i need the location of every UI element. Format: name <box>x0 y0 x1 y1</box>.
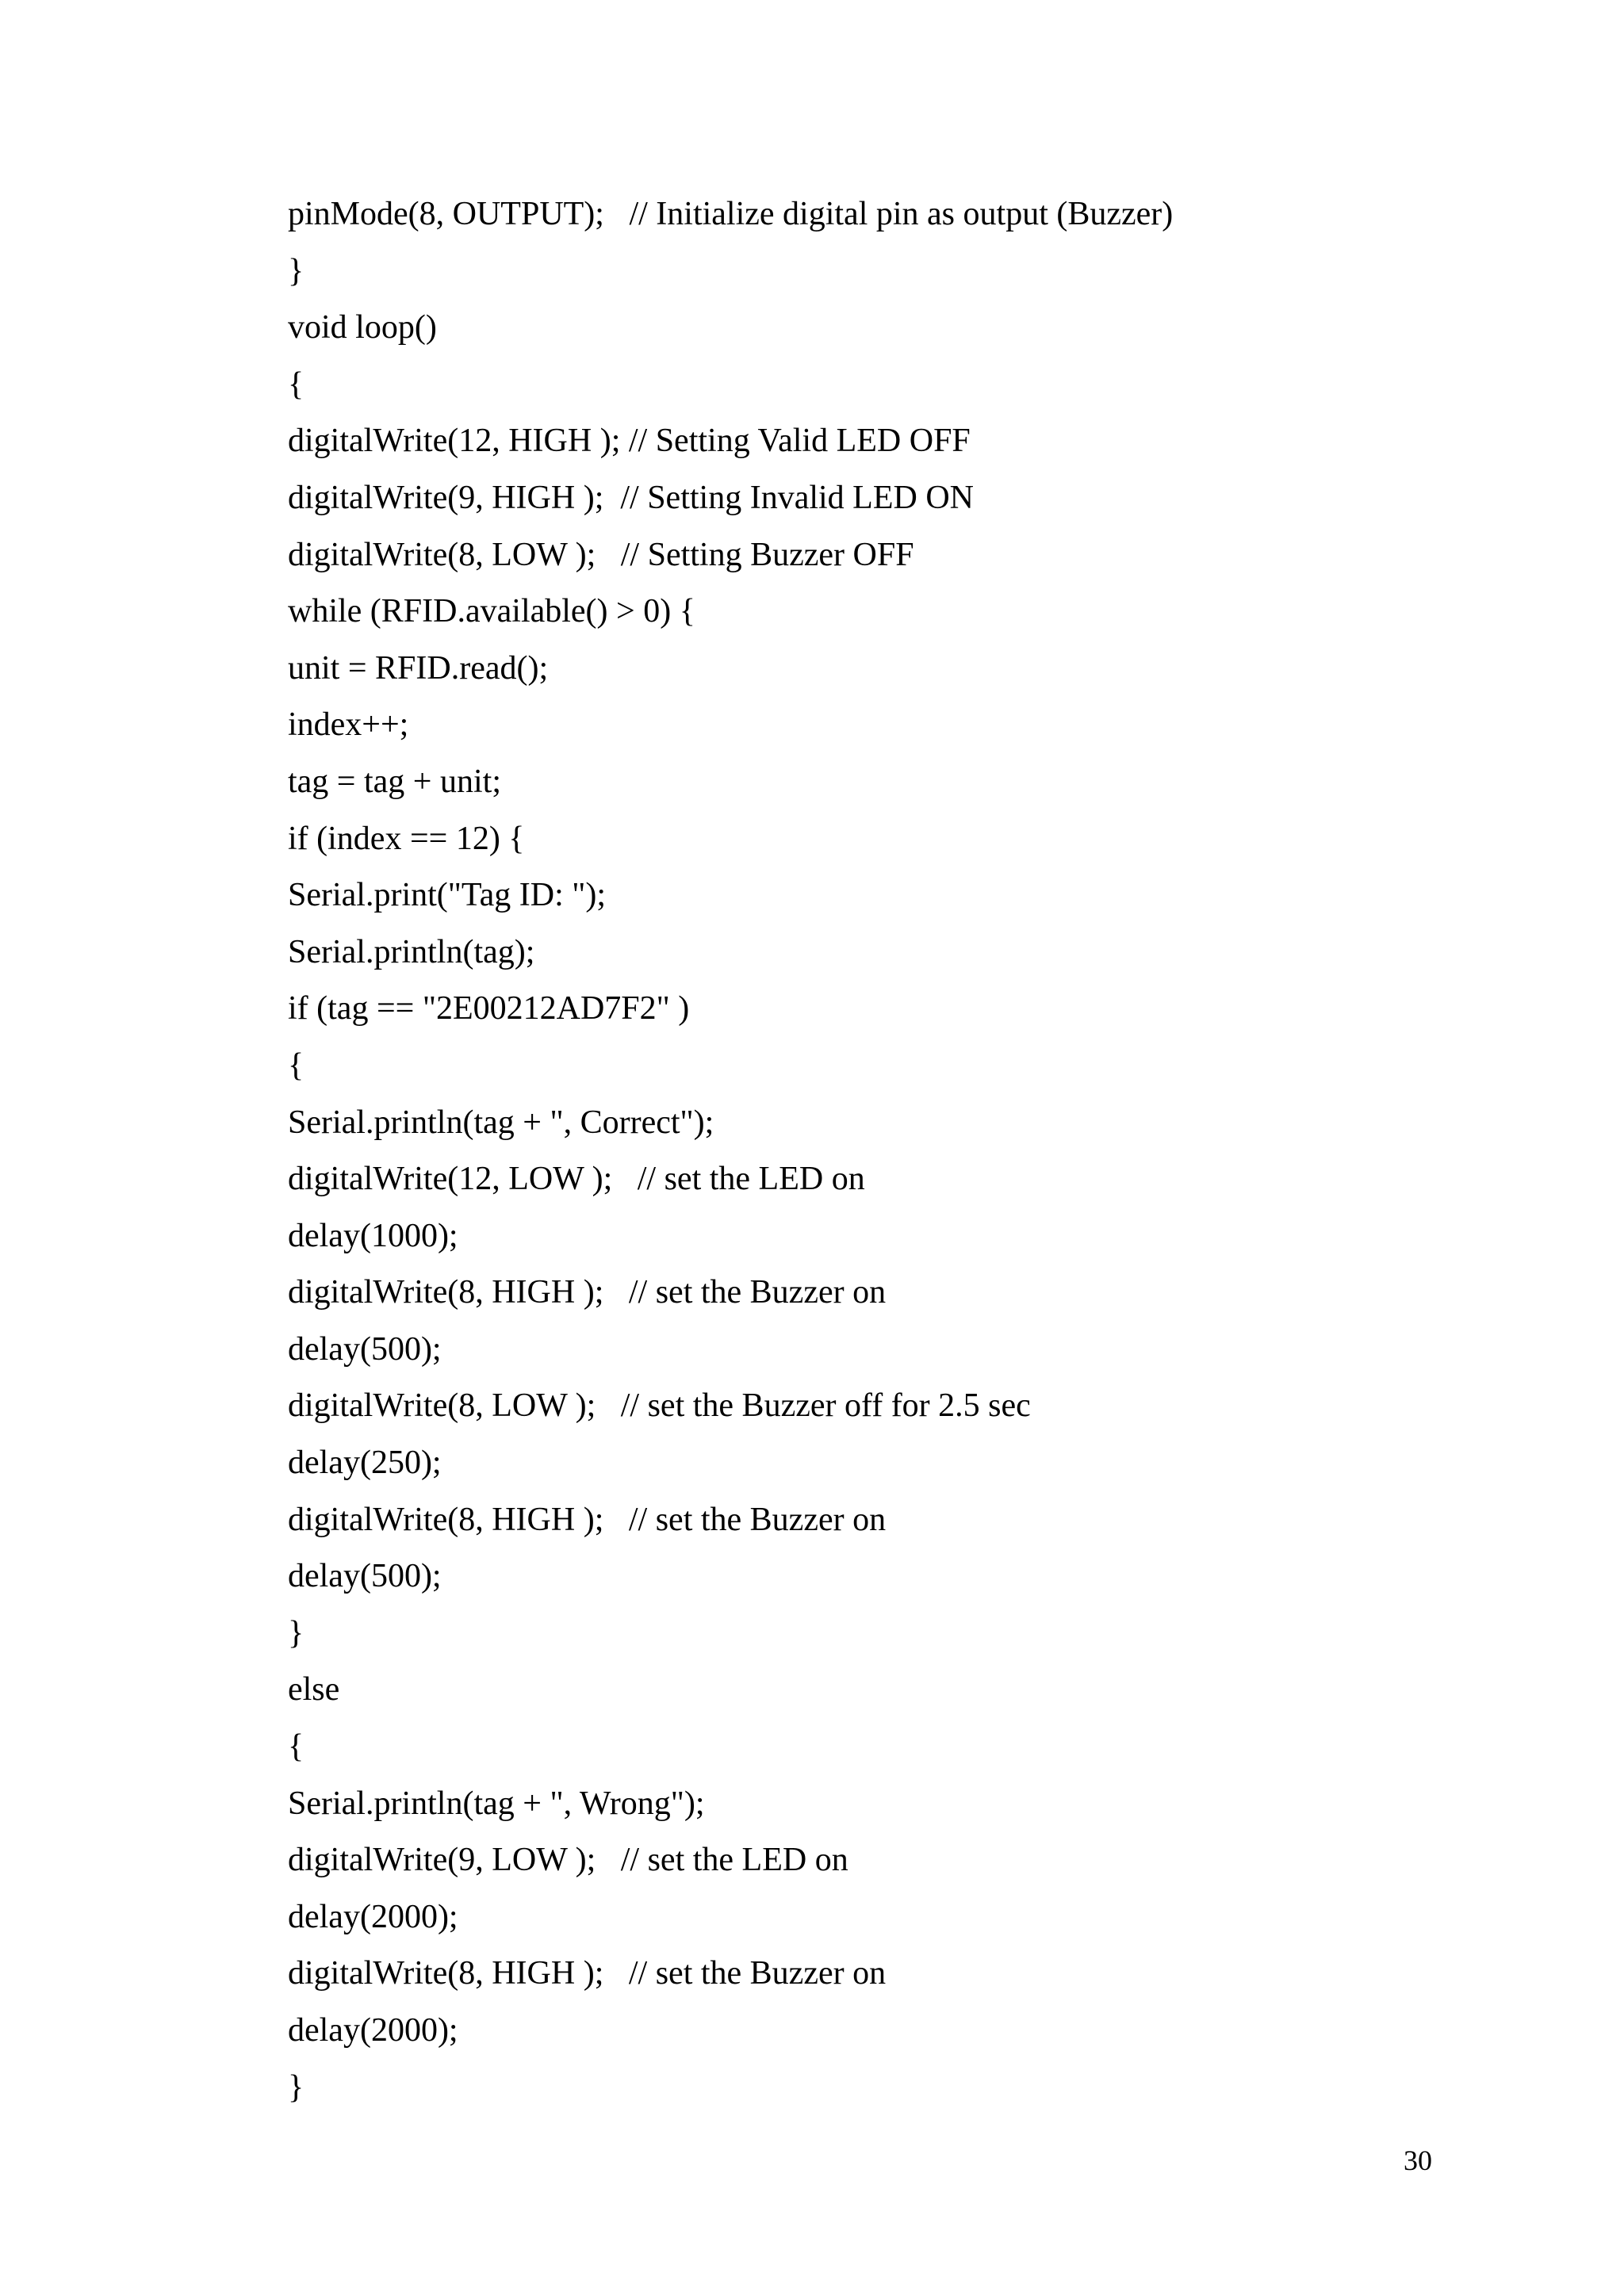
code-line: digitalWrite(9, LOW ); // set the LED on <box>288 1842 848 1879</box>
code-line: } <box>288 2068 304 2106</box>
code-line: } <box>288 252 304 289</box>
code-line: delay(1000); <box>288 1217 458 1254</box>
code-line: digitalWrite(8, HIGH ); // set the Buzzer on <box>288 1955 887 1992</box>
page-number: 30 <box>1404 2145 1432 2176</box>
code-line: if (index == 12) { <box>288 820 525 857</box>
code-line: } <box>288 1614 304 1651</box>
code-line: tag = tag + unit; <box>288 763 502 800</box>
code-line: while (RFID.available() > 0) { <box>288 593 695 630</box>
code-line: digitalWrite(8, LOW ); // set the Buzzer off for 2.5 sec <box>288 1387 1031 1425</box>
code-line: { <box>288 365 304 403</box>
code-line: digitalWrite(12, HIGH ); // Setting Valid LED OFF <box>288 423 971 460</box>
code-line: { <box>288 1047 304 1084</box>
code-line: digitalWrite(12, LOW ); // set the LED on <box>288 1161 865 1198</box>
code-line: delay(500); <box>288 1330 442 1368</box>
code-line: delay(2000); <box>288 1898 458 1935</box>
code-line: { <box>288 1728 304 1766</box>
code-line: Serial.println(tag); <box>288 933 535 970</box>
code-line: unit = RFID.read(); <box>288 649 549 687</box>
code-line: Serial.print("Tag ID: "); <box>288 877 607 914</box>
code-line: pinMode(8, OUTPUT); // Initialize digital pin as output (Buzzer) <box>288 196 1174 232</box>
code-line: index++; <box>288 706 409 744</box>
code-line: else <box>288 1671 340 1709</box>
code-line: Serial.println(tag + ", Correct"); <box>288 1104 714 1141</box>
code-line: digitalWrite(8, HIGH ); // set the Buzzer on <box>288 1501 887 1538</box>
code-line: delay(250); <box>288 1445 442 1482</box>
code-line: delay(500); <box>288 1558 442 1595</box>
code-line: void loop() <box>288 309 437 346</box>
code-line: Serial.println(tag + ", Wrong"); <box>288 1785 705 1822</box>
code-line: delay(2000); <box>288 2012 458 2049</box>
code-listing <box>288 194 1477 2124</box>
code-line: if (tag == "2E00212AD7F2" ) <box>288 990 690 1027</box>
code-line: digitalWrite(9, HIGH ); // Setting Invalid LED ON <box>288 479 974 516</box>
code-line: digitalWrite(8, HIGH ); // set the Buzzer on <box>288 1274 887 1311</box>
code-line: digitalWrite(8, LOW ); // Setting Buzzer OFF <box>288 536 914 573</box>
